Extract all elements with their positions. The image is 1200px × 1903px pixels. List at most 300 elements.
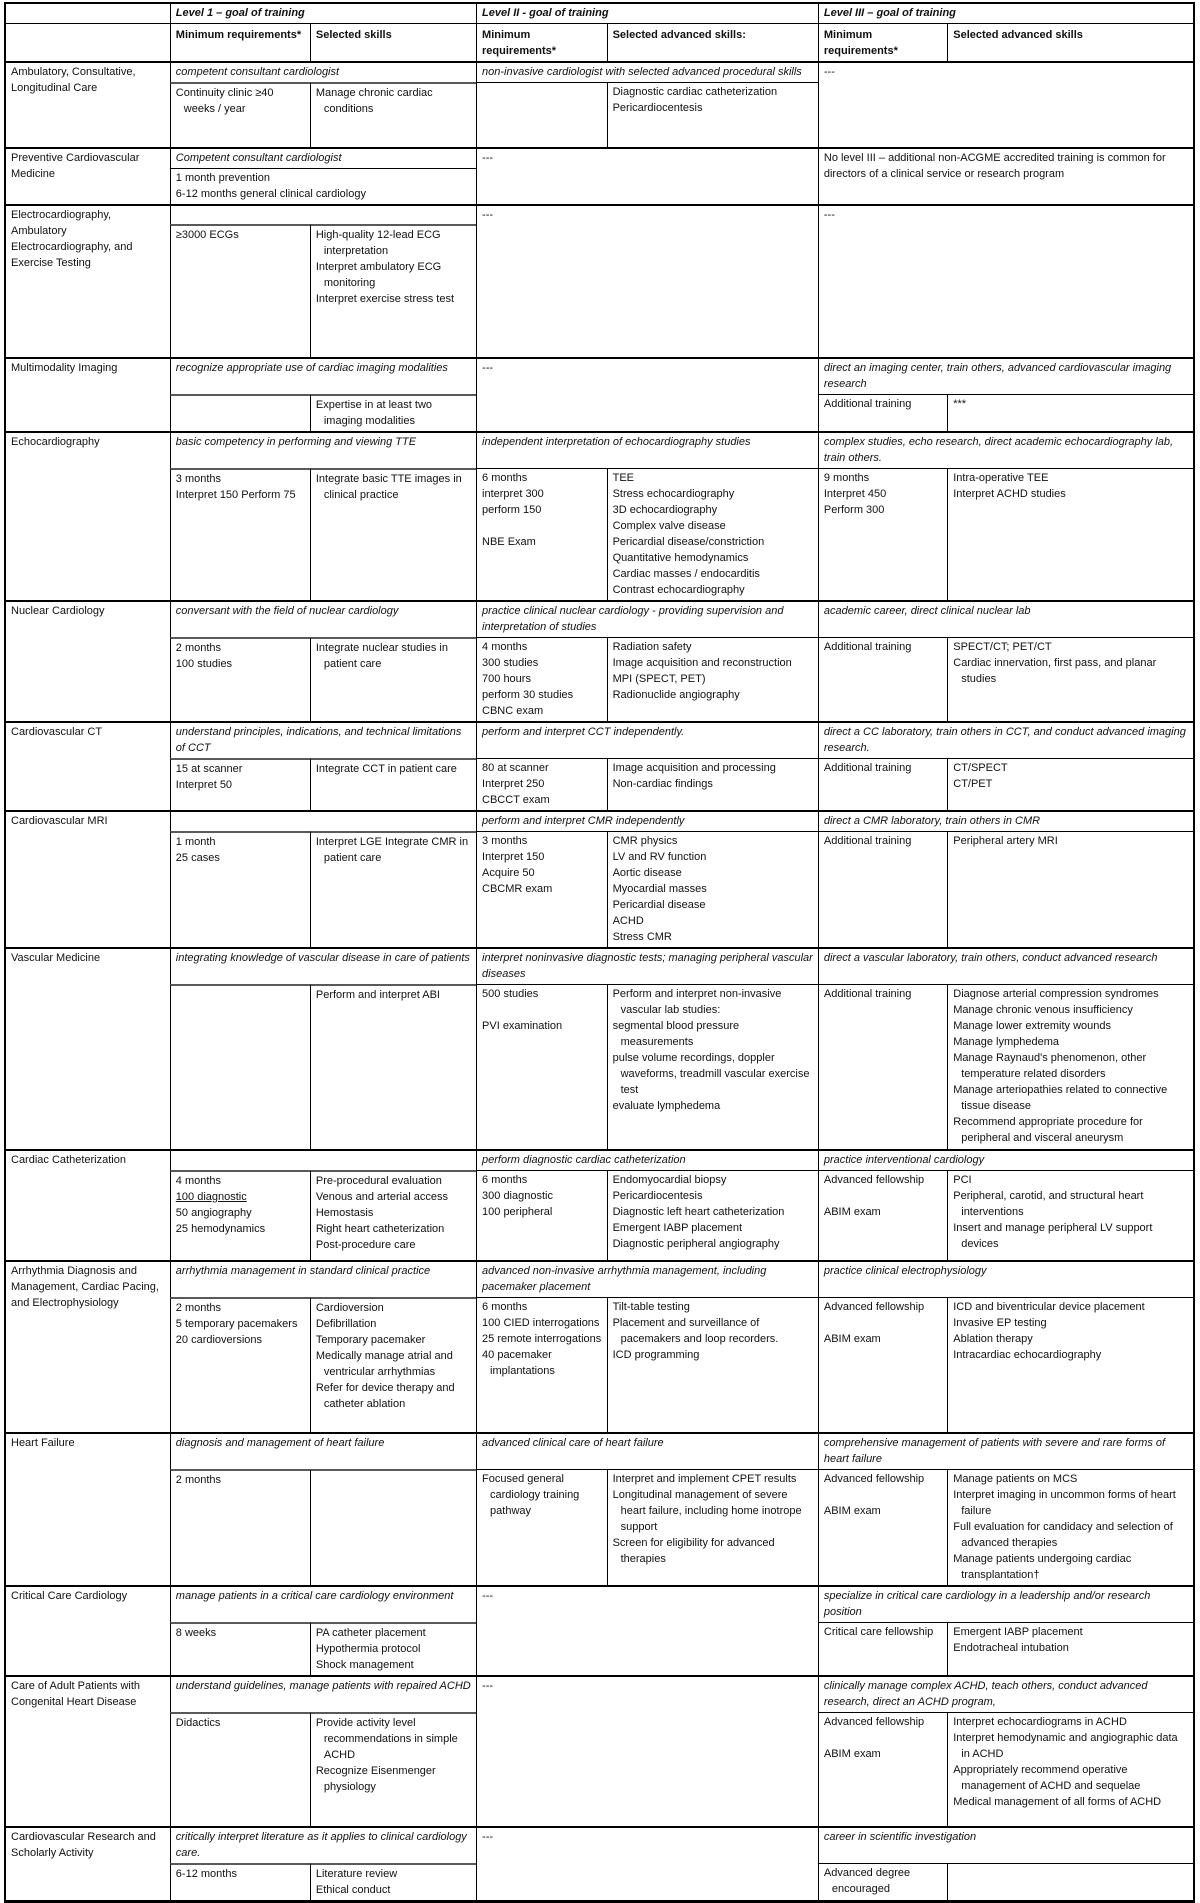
- list-item: 3 months: [175, 473, 222, 485]
- level3-note: No level III – additional non-ACGME accredited training is common for directors of a clinical service or research program: [818, 149, 1193, 204]
- row-group-preventive-medicine: [6, 147, 1193, 204]
- list-item: Interpret and implement CPET results: [612, 1473, 797, 1485]
- list-item: Focused general cardiology training pathway: [482, 1473, 580, 1517]
- list-item: Diagnostic cardiac catheterization: [612, 86, 778, 98]
- level2-skills: [607, 468, 818, 600]
- level3-goal: direct a CMR laboratory, train others in CMR: [818, 812, 1193, 831]
- list-item: Pre-procedural evaluation: [315, 1175, 442, 1187]
- row-group-critical-care: [6, 1585, 1193, 1675]
- list-item: Endotracheal intubation: [953, 1642, 1069, 1654]
- list-item: CBNC exam: [482, 705, 544, 717]
- list-item: Image acquisition and processing: [612, 762, 776, 774]
- list-item: 40 pacemaker implantations: [482, 1349, 555, 1377]
- list-item: 6 months: [482, 1301, 528, 1313]
- list-item: Additional training: [823, 835, 912, 847]
- list-item: Hypothermia protocol: [315, 1643, 421, 1655]
- level2-min: [476, 1297, 607, 1432]
- list-item: ACHD: [612, 915, 644, 927]
- list-item: Non-cardiac findings: [612, 778, 713, 790]
- list-item: Additional training: [823, 398, 912, 410]
- header-l1-min-requirements: Minimum requirements*: [170, 23, 310, 61]
- level1-skills: [310, 394, 476, 431]
- list-item: Pericardiocentesis: [612, 1190, 703, 1202]
- level3-skills: [947, 1170, 1193, 1260]
- row-group-heart-failure: [6, 1432, 1193, 1585]
- level3-skills: [947, 1712, 1193, 1826]
- list-item: MPI (SPECT, PET): [612, 673, 706, 685]
- level3-skills: [947, 1297, 1193, 1432]
- list-item: Myocardial masses: [612, 883, 707, 895]
- level3-goal: direct an imaging center, train others, advanced cardiovascular imaging research: [818, 359, 1193, 394]
- list-item: [482, 1002, 603, 1018]
- list-item: SPECT/CT; PET/CT: [953, 641, 1052, 653]
- list-item: Defibrillation: [315, 1318, 377, 1330]
- list-item: Emergent IABP placement: [953, 1626, 1083, 1638]
- level1-min: [170, 984, 310, 1149]
- list-item: 100 CIED interrogations: [482, 1317, 600, 1329]
- level3-min: [818, 758, 947, 810]
- list-item: Radionuclide angiography: [612, 689, 740, 701]
- list-item: Interpret ACHD studies: [953, 488, 1066, 500]
- row-label: Preventive Cardiovascular Medicine: [11, 152, 140, 180]
- list-item: Additional training: [823, 641, 912, 653]
- list-item: Temporary pacemaker: [315, 1334, 426, 1346]
- list-item: 3D echocardiography: [612, 504, 718, 516]
- level3-goal: complex studies, echo research, direct academic echocardiography lab, train others.: [818, 433, 1193, 468]
- row-label: Heart Failure: [11, 1437, 75, 1449]
- level2-min: [476, 637, 607, 721]
- level3-skills: [947, 1469, 1193, 1585]
- list-item: interpret 300: [482, 488, 544, 500]
- level1-goal: understand principles, indications, and technical limitations of CCT: [170, 723, 476, 758]
- list-item: Manage lower extremity wounds: [953, 1020, 1111, 1032]
- list-item: Advanced fellowship: [823, 1174, 925, 1186]
- row-label: Electrocardiography, Ambulatory Electrocardiography, and Exercise Testing: [11, 209, 133, 269]
- list-item: 6-12 months: [175, 1868, 237, 1880]
- level1-min: [170, 1622, 310, 1675]
- list-item: Interpret imaging in uncommon forms of heart failure: [953, 1489, 1176, 1517]
- list-item: Ablation therapy: [953, 1333, 1033, 1345]
- level1-min: [170, 394, 310, 431]
- list-item: 700 hours: [482, 673, 531, 685]
- list-item: 2 months: [175, 1302, 222, 1314]
- list-item: Radiation safety: [612, 641, 692, 653]
- list-item: Stress echocardiography: [612, 488, 735, 500]
- list-item: 3 months: [482, 835, 528, 847]
- list-item: 300 diagnostic: [482, 1190, 553, 1202]
- list-item: Emergent IABP placement: [612, 1222, 743, 1234]
- list-item: 1 month prevention: [175, 172, 270, 184]
- list-item: 6 months: [482, 1174, 528, 1186]
- list-item: High-quality 12-lead ECG interpretation: [315, 229, 441, 257]
- list-item: Advanced fellowship: [823, 1301, 925, 1313]
- level3-skills: [947, 394, 1193, 431]
- level1-goal: diagnosis and management of heart failure: [170, 1434, 476, 1469]
- level1-skills: [310, 468, 476, 600]
- level3-min: [818, 984, 947, 1149]
- level2-skills: [607, 758, 818, 810]
- list-item: 2 months: [175, 642, 222, 654]
- level3-goal: academic career, direct clinical nuclear lab: [818, 602, 1193, 637]
- list-item: ≥3000 ECGs: [175, 229, 239, 241]
- list-item: Image acquisition and reconstruction: [612, 657, 792, 669]
- level1-goal: integrating knowledge of vascular disease in care of patients: [170, 949, 476, 984]
- list-item: Appropriately recommend operative management of ACHD and sequelae: [953, 1764, 1141, 1792]
- level3-goal: practice interventional cardiology: [818, 1151, 1193, 1170]
- level2-min: [476, 758, 607, 810]
- level1-skills: [310, 831, 476, 947]
- list-item: perform 30 studies: [482, 689, 574, 701]
- list-item: ABIM exam: [823, 1206, 881, 1218]
- level3-min: [818, 1469, 947, 1585]
- list-item: Interpret hemodynamic and angiographic data in ACHD: [953, 1732, 1178, 1760]
- list-item: Expertise in at least two imaging modalities: [315, 399, 433, 427]
- list-item: Cardiac innervation, first pass, and planar studies: [953, 657, 1157, 685]
- list-item: Cardiac masses / endocarditis: [612, 568, 760, 580]
- list-item: Integrate CCT in patient care: [315, 763, 457, 775]
- list-item: CT/PET: [953, 778, 993, 790]
- level2-min: [476, 82, 607, 147]
- row-group-vascular-medicine: [6, 947, 1193, 1149]
- level2-goal: advanced non-invasive arrhythmia management, including pacemaker placement: [476, 1262, 818, 1297]
- level1-skills: [310, 1297, 476, 1432]
- list-item: Venous and arterial access: [315, 1191, 448, 1203]
- list-item: 25 remote interrogations: [482, 1333, 602, 1345]
- list-item: Diagnose arterial compression syndromes: [953, 988, 1159, 1000]
- level1-skills: [310, 1469, 476, 1585]
- level1-goal: arrhythmia management in standard clinical practice: [170, 1262, 476, 1297]
- list-item: NBE Exam: [482, 536, 536, 548]
- row-group-arrhythmia-ep: [6, 1260, 1193, 1432]
- list-item: 4 months: [482, 641, 528, 653]
- level2-dash: ---: [476, 1828, 818, 1900]
- list-item: Refer for device therapy and catheter ablation: [315, 1382, 455, 1410]
- level3-min: [818, 1863, 947, 1900]
- level2-skills: [607, 82, 818, 147]
- list-item: Continuity clinic ≥40 weeks / year: [175, 87, 274, 115]
- list-item: Shock management: [315, 1659, 414, 1671]
- row-group-nuclear-cardiology: [6, 600, 1193, 721]
- level3-skills: [947, 637, 1193, 721]
- list-item: Peripheral, carotid, and structural heart interventions: [953, 1190, 1144, 1218]
- row-label: Arrhythmia Diagnosis and Management, Cardiac Pacing, and Electrophysiology: [11, 1265, 159, 1309]
- list-item: segmental blood pressure measurements: [612, 1020, 740, 1048]
- list-item: Perform and interpret ABI: [315, 989, 440, 1001]
- level2-goal: advanced clinical care of heart failure: [476, 1434, 818, 1469]
- list-item: Interpret exercise stress test: [315, 293, 455, 305]
- row-label: Care of Adult Patients with Congenital Heart Disease: [11, 1680, 141, 1708]
- row-label: Critical Care Cardiology: [11, 1590, 128, 1602]
- header-corner-top: [6, 4, 170, 23]
- list-item: ***: [953, 398, 967, 410]
- list-item: ICD and biventricular device placement: [953, 1301, 1145, 1313]
- list-item: Interpret ambulatory ECG monitoring: [315, 261, 442, 289]
- level1-skills: [310, 758, 476, 810]
- level3-goal: comprehensive management of patients with severe and rare forms of heart failure: [818, 1434, 1193, 1469]
- list-item: [824, 1730, 943, 1746]
- table-header: [6, 4, 1193, 61]
- level2-skills: [607, 1297, 818, 1432]
- list-item: Intracardiac echocardiography: [953, 1349, 1102, 1361]
- level3-min: [818, 1170, 947, 1260]
- level1-skills: [310, 1622, 476, 1675]
- level2-goal: perform diagnostic cardiac catheterization: [476, 1151, 818, 1170]
- level2-min: [476, 1469, 607, 1585]
- level3-skills: [947, 758, 1193, 810]
- level2-dash: ---: [476, 1587, 818, 1675]
- level1-goal: recognize appropriate use of cardiac imaging modalities: [170, 359, 476, 394]
- header-l1-selected-skills: Selected skills: [310, 23, 476, 61]
- level1-goal: [170, 206, 476, 224]
- level2-goal: perform and interpret CCT independently.: [476, 723, 818, 758]
- list-item: Full evaluation for candidacy and selection of advanced therapies: [953, 1521, 1173, 1549]
- row-group-cardiovascular-ct: [6, 721, 1193, 810]
- list-item: 8 weeks: [175, 1627, 217, 1639]
- level1-skills: [310, 224, 476, 357]
- row-group-research: [6, 1826, 1193, 1900]
- row-group-cardiac-catheterization: [6, 1149, 1193, 1260]
- list-item: Pericardial disease/constriction: [612, 536, 765, 548]
- level2-goal: perform and interpret CMR independently: [476, 812, 818, 831]
- row-label: Cardiac Catheterization: [11, 1154, 126, 1166]
- list-item: Insert and manage peripheral LV support devices: [953, 1222, 1153, 1250]
- list-item: Peripheral artery MRI: [953, 835, 1058, 847]
- row-label: Echocardiography: [11, 436, 100, 448]
- list-item: 9 months: [823, 472, 870, 484]
- list-item: 6 months: [482, 472, 528, 484]
- level1-goal: Competent consultant cardiologist: [170, 149, 476, 168]
- level3-goal: career in scientific investigation: [818, 1828, 1193, 1863]
- list-item: Pericardial disease: [612, 899, 706, 911]
- level1-min: [170, 1712, 310, 1826]
- level1-skills: [310, 1712, 476, 1826]
- header-level-2: Level II - goal of training: [476, 4, 818, 23]
- list-item: CBCMR exam: [482, 883, 553, 895]
- list-item: Recommend appropriate procedure for peripheral and visceral aneurysm: [953, 1116, 1143, 1144]
- level3-min: [818, 1622, 947, 1675]
- list-item: 25 cases: [175, 852, 220, 864]
- level1-goal: critically interpret literature as it applies to clinical cardiology care.: [170, 1828, 476, 1863]
- level3-min: [818, 1297, 947, 1432]
- list-item: [824, 1188, 943, 1204]
- list-item: Tilt-table testing: [612, 1301, 690, 1313]
- list-item: Medical management of all forms of ACHD: [953, 1796, 1162, 1808]
- row-group-ambulatory-care: [6, 61, 1193, 147]
- list-item: Acquire 50: [482, 867, 535, 879]
- list-item: [824, 1315, 943, 1331]
- level1-skills: [310, 1863, 476, 1900]
- level1-min: [170, 637, 310, 721]
- list-item: Interpret 250: [482, 778, 545, 790]
- list-item: Diagnostic peripheral angiography: [612, 1238, 780, 1250]
- level1-requirement-lines: [170, 168, 476, 204]
- level2-goal: independent interpretation of echocardiography studies: [476, 433, 818, 468]
- level1-skills: [310, 637, 476, 721]
- list-item: Complex valve disease: [612, 520, 726, 532]
- level3-skills: [947, 1863, 1193, 1900]
- list-item: Interpret LGE Integrate CMR in patient care: [315, 836, 469, 864]
- level3-min: [818, 394, 947, 431]
- list-item: 6-12 months general clinical cardiology: [175, 188, 366, 200]
- level1-min: [170, 758, 310, 810]
- row-group-electrocardiography: [6, 204, 1193, 357]
- row-label: Ambulatory, Consultative, Longitudinal Care: [11, 66, 136, 94]
- header-corner-bottom: [6, 23, 170, 61]
- level2-skills: [607, 984, 818, 1149]
- level3-min: [818, 637, 947, 721]
- row-label: Nuclear Cardiology: [11, 605, 105, 617]
- level1-min: [170, 224, 310, 357]
- level1-goal: basic competency in performing and viewing TTE: [170, 433, 476, 468]
- list-item: Quantitative hemodynamics: [612, 552, 749, 564]
- level3-min: [818, 1712, 947, 1826]
- list-item: Additional training: [823, 988, 912, 1000]
- level1-goal: [170, 1151, 476, 1170]
- level1-skills: [310, 984, 476, 1149]
- level3-goal: direct a CC laboratory, train others in CCT, and conduct advanced imaging research.: [818, 723, 1193, 758]
- list-item: Ethical conduct: [315, 1884, 391, 1896]
- list-item: Placement and surveillance of pacemakers and loop recorders.: [612, 1317, 779, 1345]
- training-requirements-table: [4, 2, 1195, 1903]
- list-item: ABIM exam: [823, 1505, 881, 1517]
- level3-goal: specialize in critical care cardiology in a leadership and/or research position: [818, 1587, 1193, 1622]
- list-item: Didactics: [175, 1717, 221, 1729]
- level2-dash: ---: [476, 206, 818, 357]
- level1-goal: understand guidelines, manage patients with repaired ACHD: [170, 1677, 476, 1712]
- level2-skills: [607, 831, 818, 947]
- list-item: [482, 518, 603, 534]
- list-item: PVI examination: [482, 1020, 563, 1032]
- list-item: Invasive EP testing: [953, 1317, 1047, 1329]
- list-item: 500 studies: [482, 988, 539, 1000]
- list-item: 1 month: [175, 836, 216, 848]
- level1-min: [170, 1863, 310, 1900]
- list-item: Endomyocardial biopsy: [612, 1174, 727, 1186]
- header-level-1: Level 1 – goal of training: [170, 4, 476, 23]
- list-item: Integrate basic TTE images in clinical practice: [315, 473, 462, 501]
- list-item: Diagnostic left heart catheterization: [612, 1206, 785, 1218]
- level2-goal: non-invasive cardiologist with selected advanced procedural skills: [476, 63, 818, 82]
- list-item: [824, 1487, 943, 1503]
- header-l3-min-requirements: Minimum requirements*: [818, 23, 947, 61]
- list-item: Post-procedure care: [315, 1239, 416, 1251]
- list-item: 100 peripheral: [482, 1206, 553, 1218]
- list-item: Manage Raynaud's phenomenon, other temperature related disorders: [953, 1052, 1147, 1080]
- list-item: 20 cardioversions: [175, 1334, 263, 1346]
- list-item: Additional training: [823, 762, 912, 774]
- list-item: ABIM exam: [823, 1333, 881, 1345]
- list-item: Screen for eligibility for advanced therapies: [612, 1537, 775, 1565]
- header-l3-selected-skills: Selected advanced skills: [947, 23, 1193, 61]
- list-item: Manage chronic cardiac conditions: [315, 87, 433, 115]
- row-label: Multimodality Imaging: [11, 362, 118, 374]
- list-item: TEE: [612, 472, 634, 484]
- level3-skills: [947, 468, 1193, 600]
- list-item: pulse volume recordings, doppler waveforms, treadmill vascular exercise test: [612, 1052, 810, 1096]
- row-label: Cardiovascular CT: [11, 726, 103, 738]
- row-group-echocardiography: [6, 431, 1193, 600]
- list-item: 15 at scanner: [175, 763, 243, 775]
- level3-min: [818, 831, 947, 947]
- list-item: 100 studies: [175, 658, 233, 670]
- level2-dash: ---: [476, 1677, 818, 1826]
- list-item: Interpret 50: [175, 779, 233, 791]
- level2-min: [476, 468, 607, 600]
- list-item: Perform 300: [823, 504, 885, 516]
- row-group-achd: [6, 1675, 1193, 1826]
- row-label: Vascular Medicine: [11, 952, 101, 964]
- level1-min: [170, 1170, 310, 1260]
- level3-skills: [947, 1622, 1193, 1675]
- level2-min: [476, 831, 607, 947]
- level3-dash: ---: [818, 206, 1193, 357]
- level3-goal: practice clinical electrophysiology: [818, 1262, 1193, 1297]
- level2-goal: interpret noninvasive diagnostic tests; managing peripheral vascular diseases: [476, 949, 818, 984]
- list-item: Critical care fellowship: [823, 1626, 934, 1638]
- list-item: LV and RV function: [612, 851, 707, 863]
- level3-dash: ---: [818, 63, 1193, 147]
- list-item: Advanced fellowship: [823, 1473, 925, 1485]
- header-l2-min-requirements: Minimum requirements*: [476, 23, 607, 61]
- list-item: perform 150: [482, 504, 542, 516]
- level2-min: [476, 1170, 607, 1260]
- list-item: 2 months: [175, 1474, 222, 1486]
- level3-min: [818, 468, 947, 600]
- level1-goal: [170, 812, 476, 831]
- level2-skills: [607, 1170, 818, 1260]
- list-item: 80 at scanner: [482, 762, 549, 774]
- list-item: Hemostasis: [315, 1207, 374, 1219]
- header-l2-selected-skills: Selected advanced skills:: [607, 23, 818, 61]
- list-item: 5 temporary pacemakers: [175, 1318, 298, 1330]
- list-item: Longitudinal management of severe heart failure, including home inotrope support: [612, 1489, 802, 1533]
- list-item-underlined: 100 diagnostic: [175, 1191, 247, 1203]
- level1-min: [170, 468, 310, 600]
- list-item: 50 angiography: [175, 1207, 252, 1219]
- level1-min: [170, 831, 310, 947]
- row-group-multimodality-imaging: [6, 357, 1193, 431]
- list-item: Interpret 150: [482, 851, 545, 863]
- list-item: Recognize Eisenmenger physiology: [315, 1765, 436, 1793]
- level1-min: [170, 82, 310, 147]
- level1-min: [170, 1297, 310, 1432]
- list-item: 25 hemodynamics: [175, 1223, 266, 1235]
- level1-skills: [310, 82, 476, 147]
- list-item: Interpret 150 Perform 75: [175, 489, 296, 501]
- list-item: Pericardiocentesis: [612, 102, 703, 114]
- level3-goal: clinically manage complex ACHD, teach others, conduct advanced research, direct an ACHD program,: [818, 1677, 1193, 1712]
- list-item: Contrast echocardiography: [612, 584, 745, 596]
- level2-skills: [607, 637, 818, 721]
- list-item: Advanced fellowship: [823, 1716, 925, 1728]
- list-item: Manage patients on MCS: [953, 1473, 1078, 1485]
- list-item: Stress CMR: [612, 931, 672, 943]
- row-label: Cardiovascular MRI: [11, 815, 108, 827]
- list-item: Manage arteriopathies related to connective tissue disease: [953, 1084, 1168, 1112]
- list-item: ICD programming: [612, 1349, 700, 1361]
- list-item: Provide activity level recommendations in simple ACHD: [315, 1717, 458, 1761]
- list-item: Aortic disease: [612, 867, 682, 879]
- level1-goal: manage patients in a critical care cardiology environment: [170, 1587, 476, 1622]
- list-item: 4 months: [175, 1175, 222, 1187]
- list-item: PCI: [953, 1174, 972, 1186]
- level2-min: [476, 984, 607, 1149]
- row-group-cardiovascular-mri: [6, 810, 1193, 947]
- level1-min: [170, 1469, 310, 1585]
- list-item: Integrate nuclear studies in patient care: [315, 642, 448, 670]
- list-item: Interpret echocardiograms in ACHD: [953, 1716, 1127, 1728]
- level2-skills: [607, 1469, 818, 1585]
